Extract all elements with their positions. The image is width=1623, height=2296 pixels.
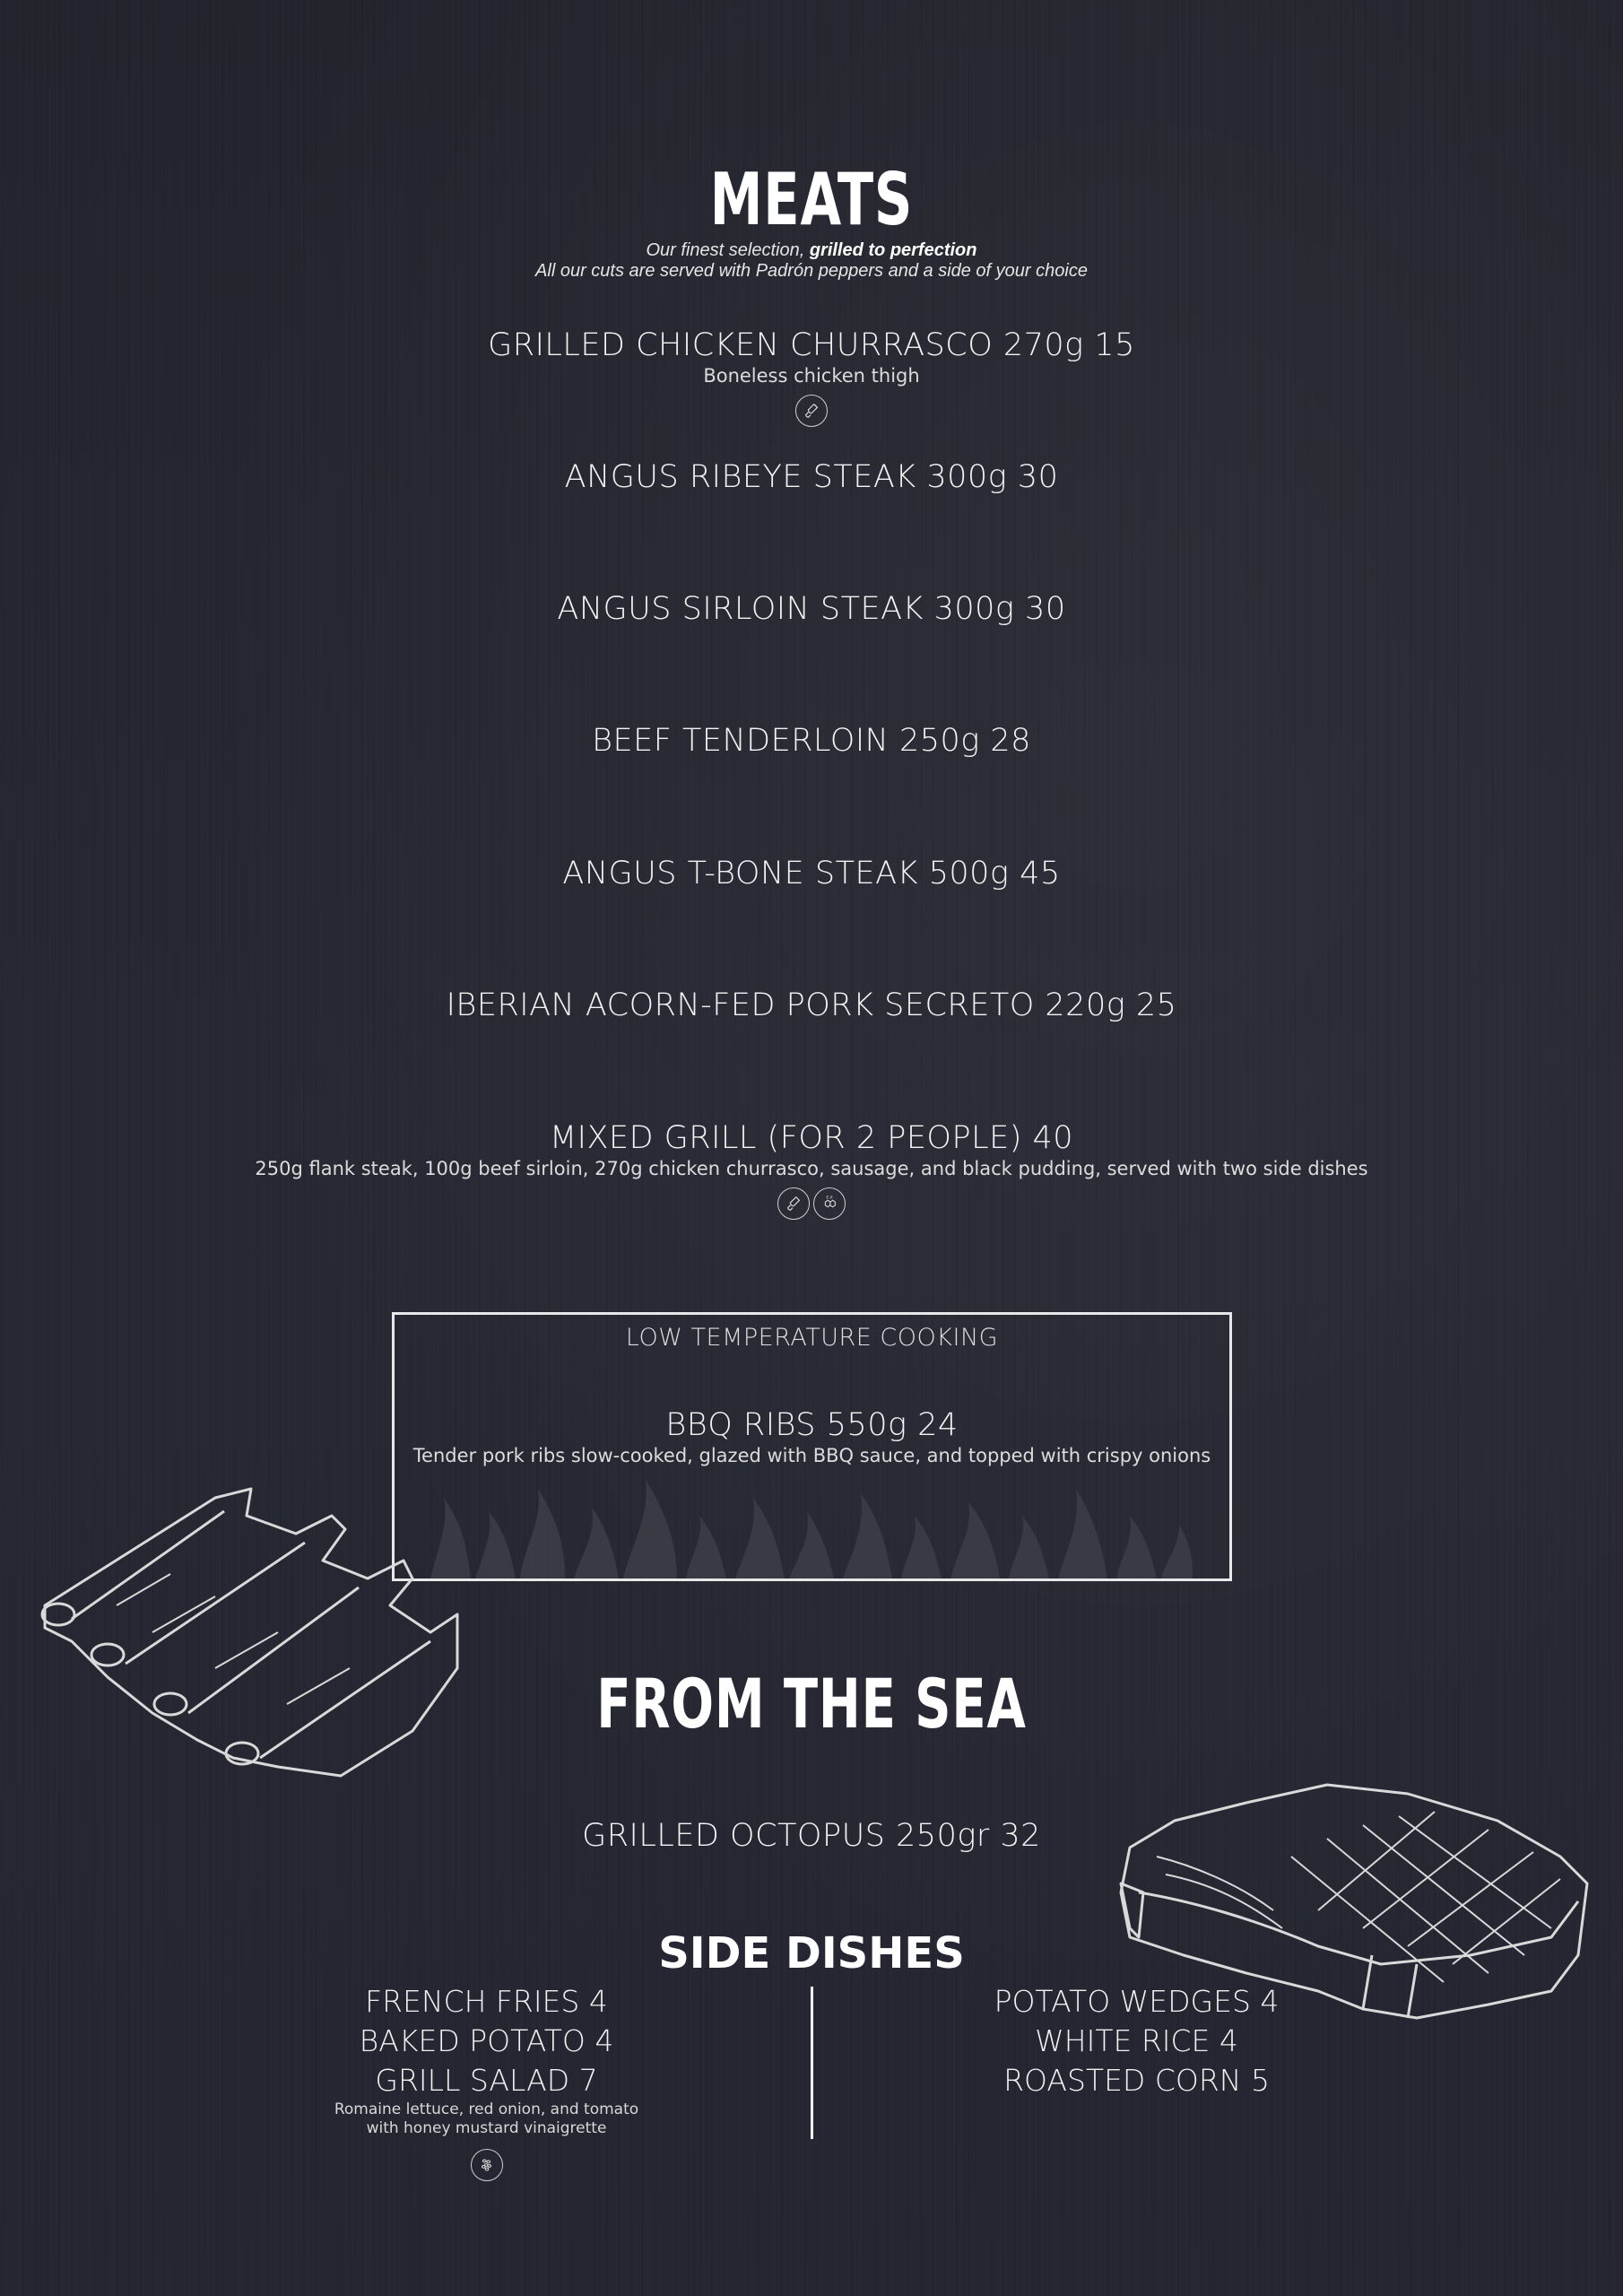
menu-item-chicken-churrasco bbox=[0, 326, 1623, 427]
meats-section-title: MEATS bbox=[709, 158, 914, 241]
side-item-description-line2: with honey mustard vinaigrette bbox=[366, 2119, 607, 2137]
menu-item-octopus: GRILLED OCTOPUS 250gr 32 bbox=[582, 1818, 1041, 1854]
sides-right-column bbox=[946, 1982, 1327, 2100]
menu-item-sirloin: ANGUS SIRLOIN STEAK 300g 30 bbox=[557, 591, 1066, 627]
mustard-seeds-allergen-icon bbox=[471, 2149, 503, 2181]
side-item-potato-wedges: POTATO WEDGES 4 bbox=[994, 1984, 1280, 2019]
item-name: BBQ RIBS 550g 24 bbox=[665, 1407, 959, 1443]
menu-item-tbone: ANGUS T-BONE STEAK 500g 45 bbox=[562, 856, 1061, 891]
flames-decoration-icon bbox=[430, 1471, 1193, 1578]
svg-text:E-X: E-X bbox=[826, 1196, 833, 1201]
side-item-white-rice: WHITE RICE 4 bbox=[1035, 2023, 1238, 2058]
sides-section-title: SIDE DISHES bbox=[658, 1928, 965, 1979]
low-temperature-box bbox=[392, 1312, 1232, 1581]
meats-tagline bbox=[0, 240, 1623, 261]
item-name: MIXED GRILL (FOR 2 PEOPLE) 40 bbox=[549, 1120, 1074, 1156]
side-item-french-fries: FRENCH FRIES 4 bbox=[365, 1984, 608, 2019]
item-description: Boneless chicken thigh bbox=[703, 365, 920, 387]
side-item-baked-potato: BAKED POTATO 4 bbox=[359, 2023, 614, 2058]
tagline-bold: grilled to perfection bbox=[809, 240, 977, 260]
item-name: GRILLED CHICKEN CHURRASCO 270g 15 bbox=[488, 327, 1135, 363]
item-description: Tender pork ribs slow-cooked, glazed with BBQ sauce, and topped with crispy onions bbox=[412, 1445, 1211, 1466]
sea-section-title: FROM THE SEA bbox=[596, 1664, 1027, 1744]
mustard-allergen-icon bbox=[795, 395, 828, 427]
meats-tagline-line2: All our cuts are served with Padrón peppers and a side of your choice bbox=[535, 261, 1088, 281]
mustard-allergen-icon bbox=[777, 1187, 810, 1220]
menu-item-pork-secreto: IBERIAN ACORN-FED PORK SECRETO 220g 25 bbox=[446, 987, 1177, 1023]
tagline-regular: Our finest selection, bbox=[646, 240, 810, 260]
item-description: 250g flank steak, 100g beef sirloin, 270g chicken churrasco, sausage, and black pudding, served with two side dishes bbox=[255, 1158, 1368, 1179]
sides-left-column bbox=[296, 1982, 677, 2181]
side-item-description: Romaine lettuce, red onion, and tomato bbox=[334, 2100, 639, 2118]
side-item-roasted-corn: ROASTED CORN 5 bbox=[1003, 2063, 1270, 2098]
menu-item-bbq-ribs bbox=[395, 1406, 1229, 1467]
low-temperature-label: LOW TEMPERATURE COOKING bbox=[625, 1324, 999, 1352]
menu-item-tenderloin: BEEF TENDERLOIN 250g 28 bbox=[592, 723, 1031, 759]
sides-column-divider bbox=[811, 1987, 813, 2139]
side-item-grill-salad: GRILL SALAD 7 bbox=[375, 2063, 598, 2098]
sulphites-allergen-icon bbox=[813, 1187, 846, 1220]
menu-item-ribeye: ANGUS RIBEYE STEAK 300g 30 bbox=[564, 459, 1059, 495]
menu-item-mixed-grill bbox=[0, 1119, 1623, 1220]
